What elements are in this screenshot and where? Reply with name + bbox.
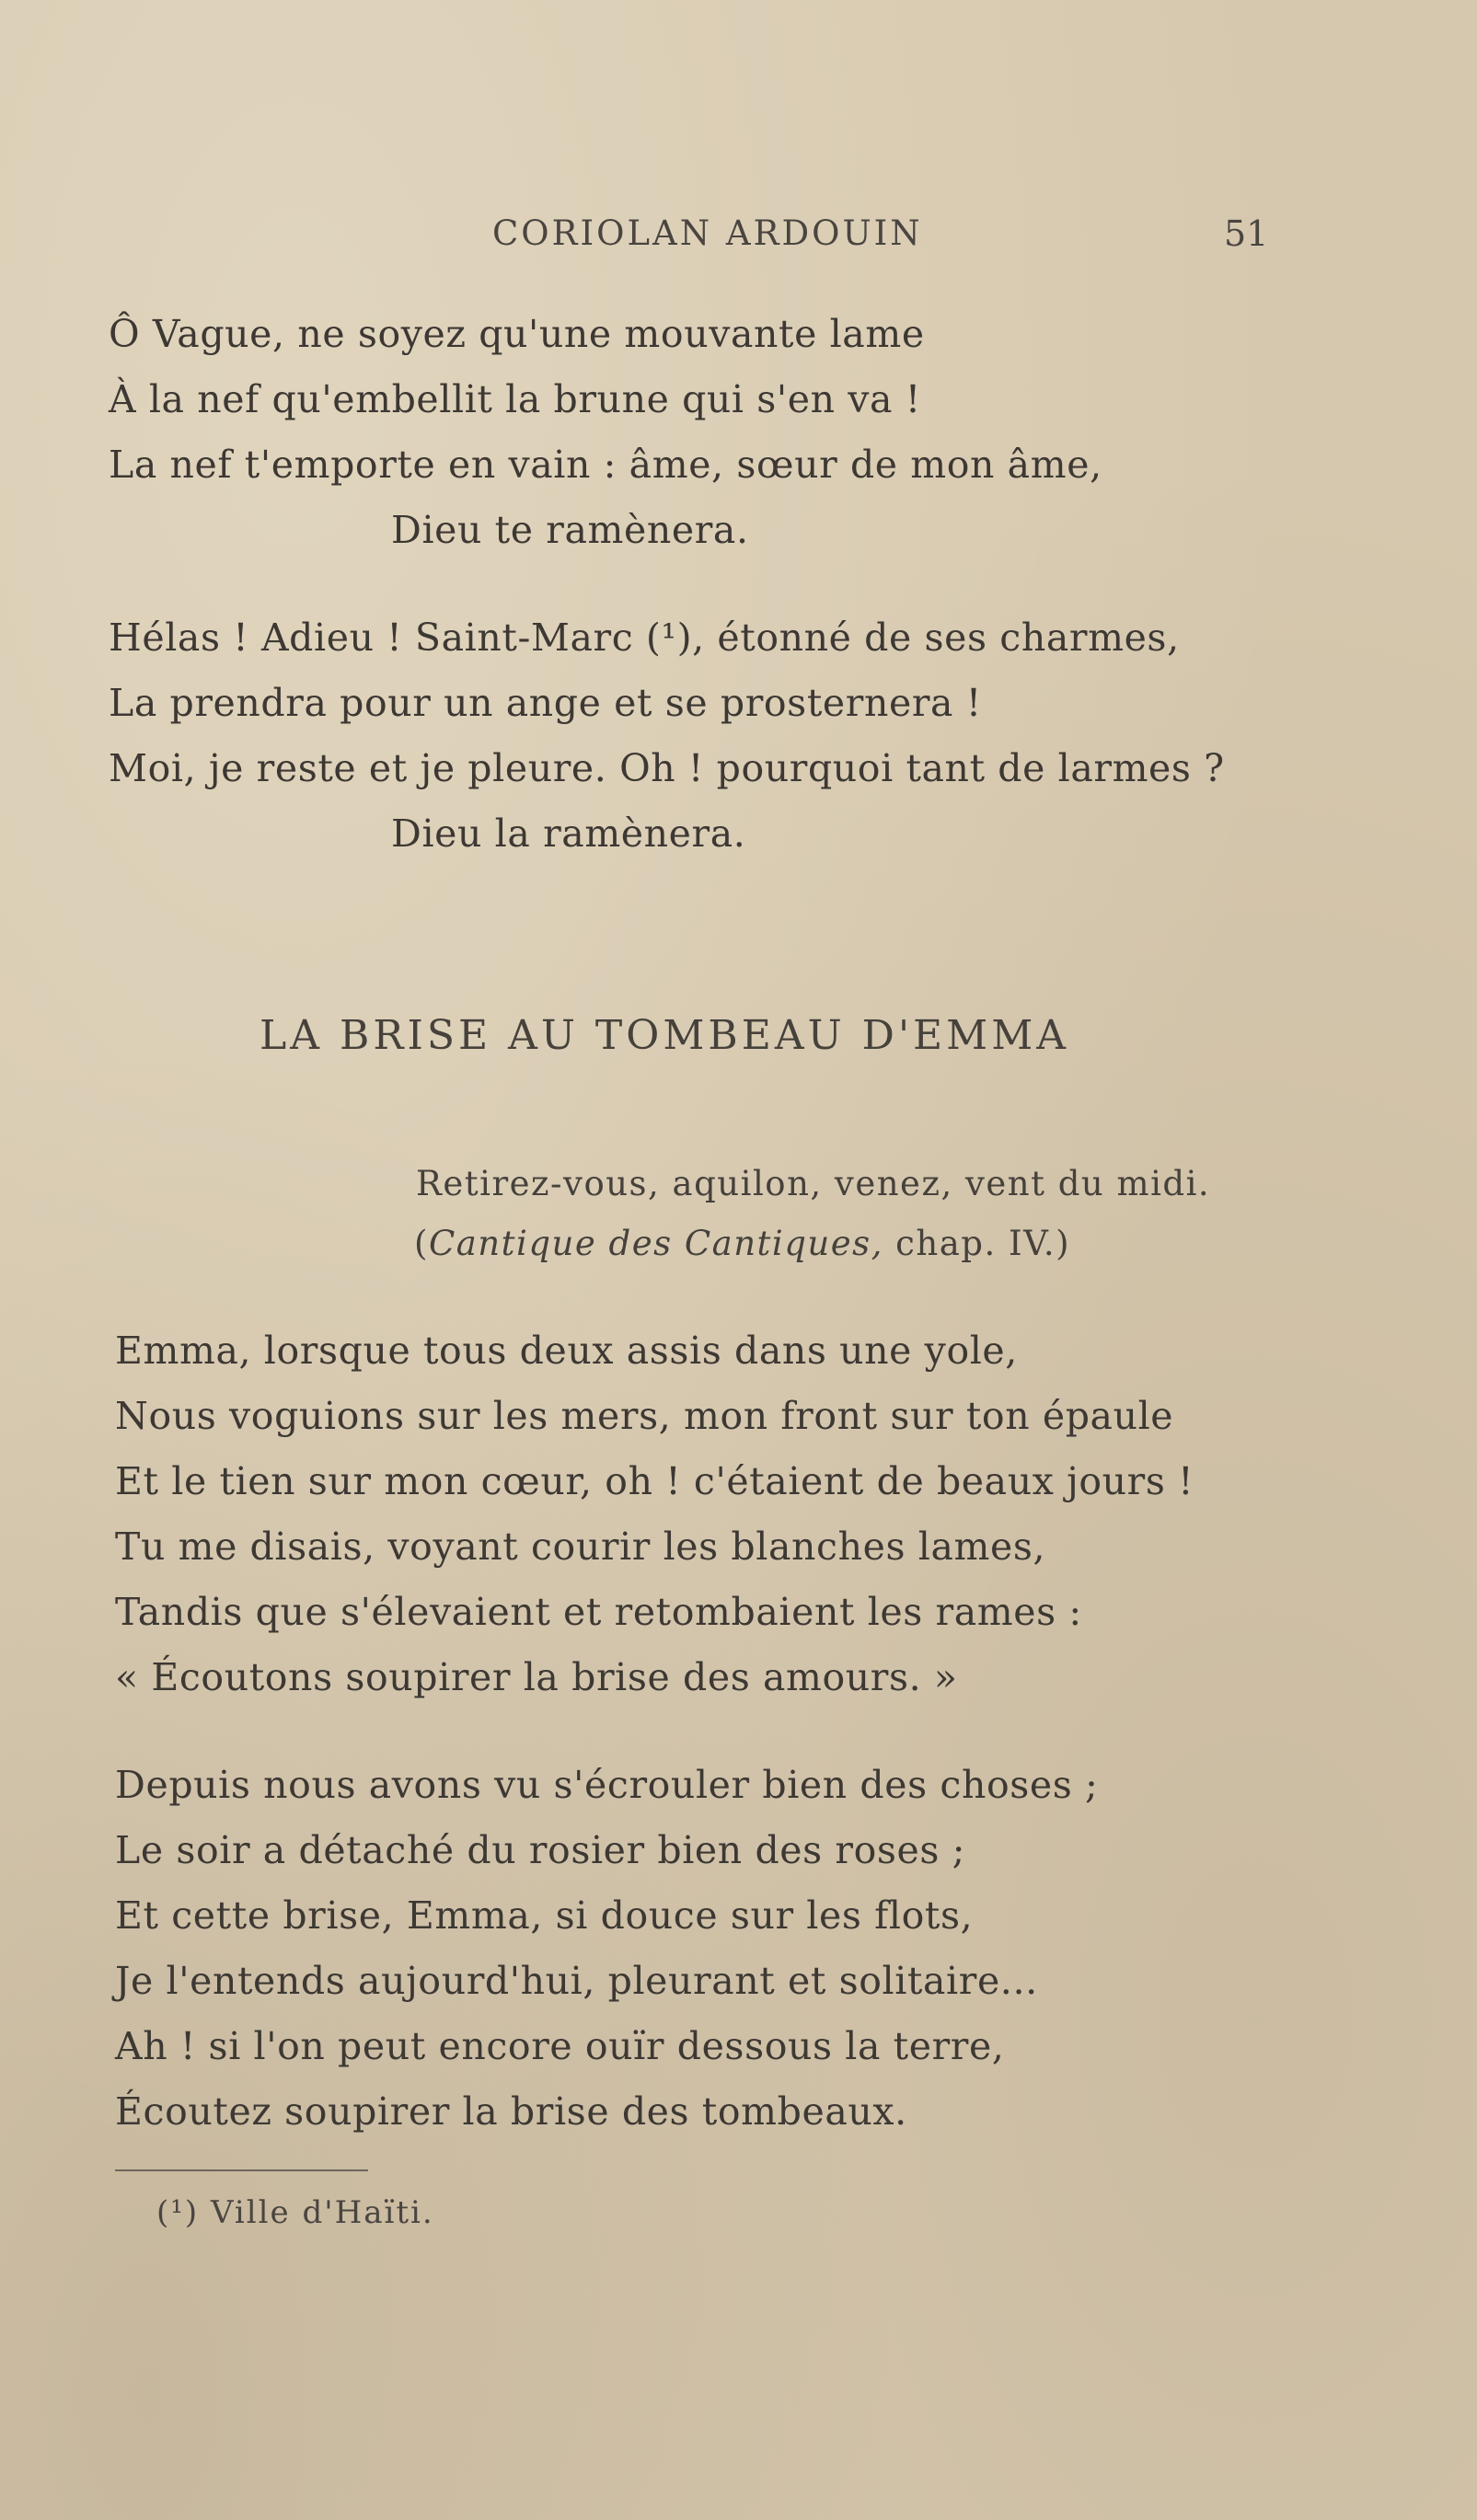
epigraph-quote: Retirez-vous, aquilon, venez, vent du midi. [416, 1164, 1211, 1203]
verse-line: Depuis nous avons vu s'écrouler bien des choses ; [115, 1763, 1099, 1807]
epigraph-source-title: Cantique des Cantiques, [428, 1224, 883, 1263]
verse-line: Ô Vague, ne soyez qu'une mouvante lame [109, 312, 925, 356]
footnote: (¹) Ville d'Haïti. [156, 2194, 434, 2231]
verse-line: Tu me disais, voyant courir les blanches lames, [115, 1525, 1046, 1569]
verse-line: Ah ! si l'on peut encore ouïr dessous la terre, [115, 2024, 1005, 2068]
verse-line: La nef t'emporte en vain : âme, sœur de mon âme, [109, 443, 1102, 487]
epigraph-source-open: ( [414, 1224, 429, 1263]
verse-line: « Écoutons soupirer la brise des amours. » [115, 1655, 958, 1699]
verse-line: Emma, lorsque tous deux assis dans une yole, [115, 1329, 1018, 1373]
poem-title: LA BRISE AU TOMBEAU D'EMMA [260, 1012, 1070, 1059]
verse-line: Le soir a détaché du rosier bien des roses ; [115, 1828, 966, 1872]
verse-line: Je l'entends aujourd'hui, pleurant et solitaire... [115, 1959, 1038, 2003]
page-header [492, 213, 1284, 259]
running-title: CORIOLAN ARDOUIN [492, 213, 923, 253]
verse-refrain: Dieu la ramènera. [391, 811, 746, 856]
verse-line: Nous voguions sur les mers, mon front sur ton épaule [115, 1394, 1174, 1438]
verse-line: Hélas ! Adieu ! Saint-Marc (¹), étonné de ses charmes, [109, 616, 1180, 660]
verse-line: Tandis que s'élevaient et retombaient les rames : [115, 1590, 1082, 1634]
epigraph-source-rest: chap. IV.) [883, 1224, 1071, 1263]
verse-line: À la nef qu'embellit la brune qui s'en va ! [109, 377, 921, 421]
verse-line: Écoutez soupirer la brise des tombeaux. [115, 2089, 907, 2134]
footnote-divider [115, 2169, 368, 2171]
epigraph-source [414, 1224, 1070, 1263]
verse-line: Et le tien sur mon cœur, oh ! c'étaient de beaux jours ! [115, 1459, 1194, 1503]
verse-refrain: Dieu te ramènera. [391, 508, 749, 552]
verse-line: Et cette brise, Emma, si douce sur les flots, [115, 1893, 974, 1938]
verse-line: Moi, je reste et je pleure. Oh ! pourquoi tant de larmes ? [109, 746, 1225, 790]
page-number: 51 [1224, 213, 1269, 254]
verse-line: La prendra pour un ange et se prosternera ! [109, 681, 982, 725]
